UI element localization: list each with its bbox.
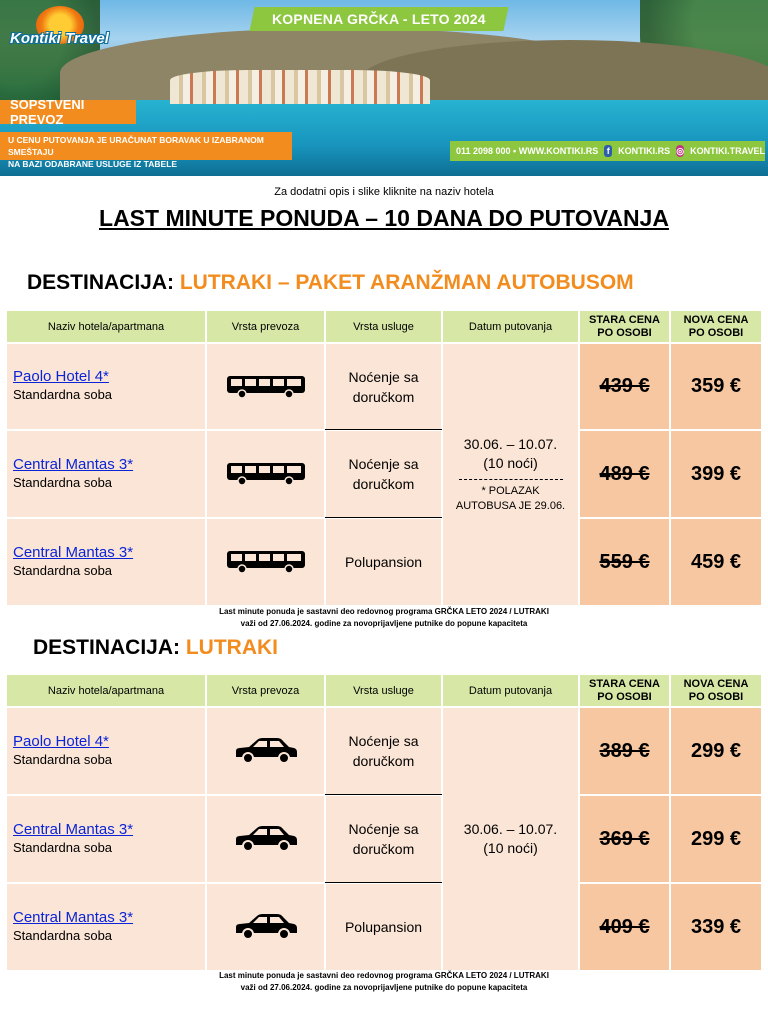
bus-icon <box>206 343 325 430</box>
header-banner <box>0 0 768 176</box>
hotel-link[interactable]: Paolo Hotel 4* <box>13 368 109 385</box>
old-price: 439 € <box>579 343 670 430</box>
new-price: 359 € <box>670 343 762 430</box>
footnote: Last minute ponuda je sastavni deo redovnog programa GRČKA LETO 2024 / LUTRAKI važi od 27.06.2024. godine za novoprijavljene putnike do popune kapaciteta <box>219 971 549 992</box>
travel-date-cell: 30.06. – 10.07. (10 noći) * POLAZAK AUTOBUSA JE 29.06. <box>442 343 579 606</box>
usluga-cell: Polupansion <box>325 883 442 971</box>
hotel-link[interactable]: Paolo Hotel 4* <box>13 733 109 750</box>
usluga-cell: Noćenje sa doručkom <box>325 795 442 883</box>
banner-title: KOPNENA GRČKA - LETO 2024 <box>249 7 508 31</box>
usluga-cell: Polupansion <box>325 518 442 606</box>
usluga-cell: Noćenje sa doručkom <box>325 707 442 795</box>
instagram-handle: KONTIKI.TRAVEL <box>690 146 765 156</box>
page-title: LAST MINUTE PONUDA – 10 DANA DO PUTOVANJA <box>99 205 669 231</box>
table-row <box>6 518 206 606</box>
coastal-town-illustration <box>170 70 430 104</box>
contact-phone: 011 2098 000 • WWW.KONTIKI.RS <box>456 146 599 156</box>
car-icon <box>206 707 325 795</box>
room-type: Standardna soba <box>13 840 113 855</box>
kontiki-logo: Kontiki Travel <box>6 4 124 62</box>
table-row <box>6 795 206 883</box>
header-new-price: NOVA CENA PO OSOBI <box>670 674 762 707</box>
car-icon <box>206 883 325 971</box>
new-price: 399 € <box>670 430 762 518</box>
header-usluga: Vrsta usluge <box>325 310 442 343</box>
new-price: 299 € <box>670 707 762 795</box>
hotel-link[interactable]: Central Mantas 3* <box>13 909 134 926</box>
hotel-link[interactable]: Central Mantas 3* <box>13 544 134 561</box>
travel-date-cell: 30.06. – 10.07. (10 noći) <box>442 707 579 971</box>
header-datum: Datum putovanja <box>442 310 579 343</box>
old-price: 389 € <box>579 707 670 795</box>
divider <box>459 479 563 480</box>
hotel-link[interactable]: Central Mantas 3* <box>13 456 134 473</box>
header-old-price: STARA CENA PO OSOBI <box>579 310 670 343</box>
header-prevoz: Vrsta prevoza <box>206 674 325 707</box>
bus-icon <box>206 518 325 606</box>
old-price: 489 € <box>579 430 670 518</box>
destination-heading: DESTINACIJA: LUTRAKI – PAKET ARANŽMAN AUTOBUSOM <box>27 271 634 294</box>
room-type: Standardna soba <box>13 752 113 767</box>
header-hotel: Naziv hotela/apartmana <box>6 310 206 343</box>
header-hotel: Naziv hotela/apartmana <box>6 674 206 707</box>
facebook-icon: f <box>604 145 612 157</box>
hint-text: Za dodatni opis i slike kliknite na naziv hotela <box>274 186 494 198</box>
table-row <box>6 707 206 795</box>
instagram-icon: ◎ <box>676 145 685 156</box>
room-type: Standardna soba <box>13 928 113 943</box>
room-type: Standardna soba <box>13 387 113 402</box>
usluga-cell: Noćenje sa doručkom <box>325 430 442 518</box>
car-icon <box>206 795 325 883</box>
hotel-link[interactable]: Central Mantas 3* <box>13 821 134 838</box>
header-usluga: Vrsta usluge <box>325 674 442 707</box>
header-old-price: STARA CENA PO OSOBI <box>579 674 670 707</box>
new-price: 339 € <box>670 883 762 971</box>
header-datum: Datum putovanja <box>442 674 579 707</box>
table-row <box>6 343 206 430</box>
room-type: Standardna soba <box>13 563 113 578</box>
sopstveni-prevoz-label: SOPSTVENI PREVOZ <box>0 100 136 124</box>
header-prevoz: Vrsta prevoza <box>206 310 325 343</box>
destination-heading: DESTINACIJA: LUTRAKI <box>33 636 279 659</box>
old-price: 559 € <box>579 518 670 606</box>
table-row <box>6 883 206 971</box>
usluga-cell: Noćenje sa doručkom <box>325 343 442 430</box>
price-note: U CENU PUTOVANJA JE URAČUNAT BORAVAK U IZABRANOM SMEŠTAJU NA BAZI ODABRANE USLUGE IZ TABELE <box>0 132 292 160</box>
footnote: Last minute ponuda je sastavni deo redovnog programa GRČKA LETO 2024 / LUTRAKI važi od 27.06.2024. godine za novoprijavljene putnike do popune kapaciteta <box>219 607 549 628</box>
table-row <box>6 430 206 518</box>
room-type: Standardna soba <box>13 475 113 490</box>
facebook-handle: KONTIKI.RS <box>618 146 671 156</box>
new-price: 299 € <box>670 795 762 883</box>
new-price: 459 € <box>670 518 762 606</box>
bus-icon <box>206 430 325 518</box>
old-price: 409 € <box>579 883 670 971</box>
header-new-price: NOVA CENA PO OSOBI <box>670 310 762 343</box>
old-price: 369 € <box>579 795 670 883</box>
contact-bar <box>450 141 765 161</box>
